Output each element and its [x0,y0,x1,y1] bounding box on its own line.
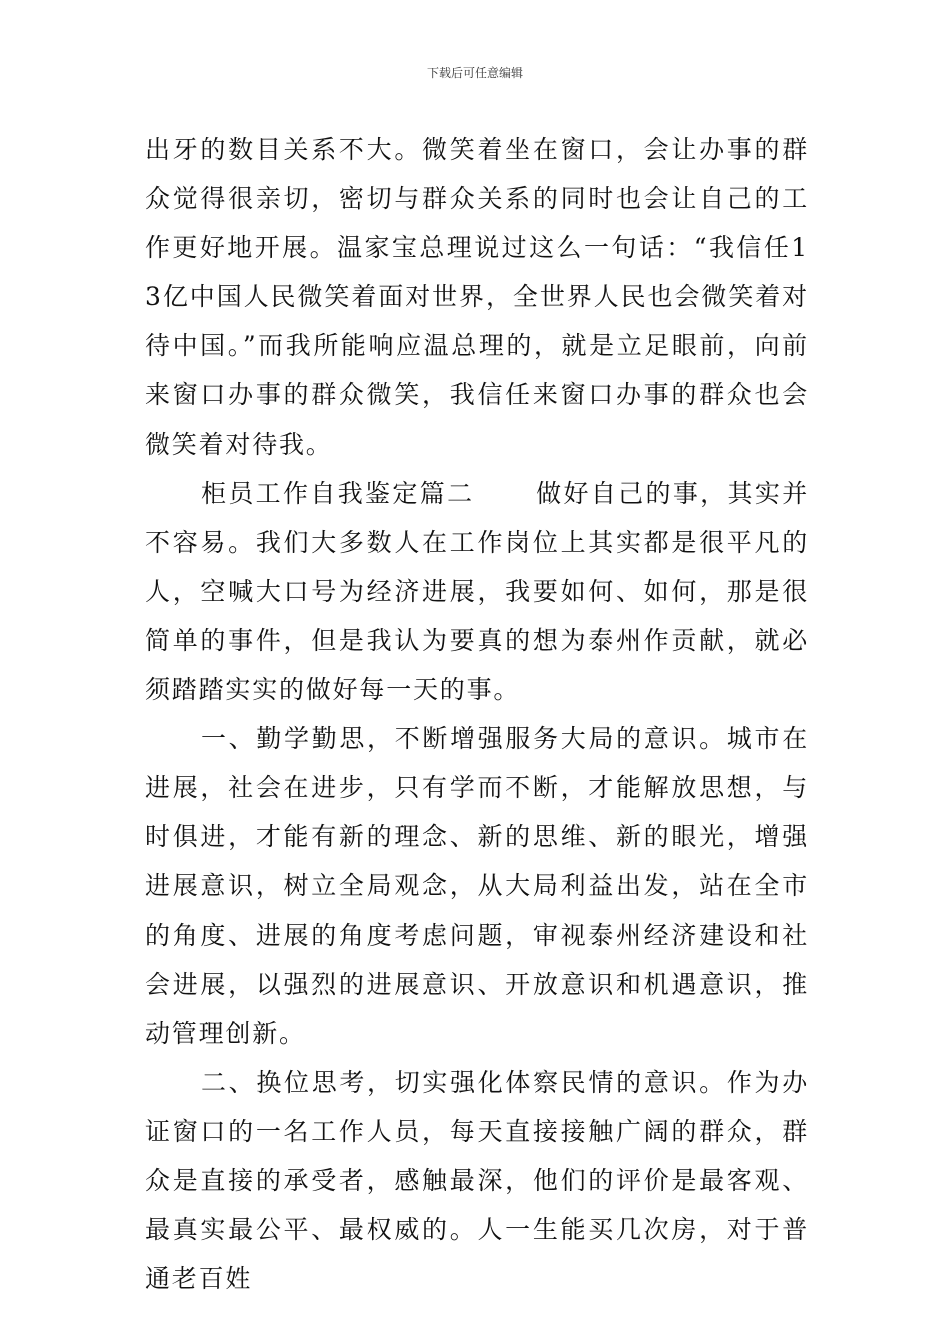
paragraph-point-one: 一、勤学勤思，不断增强服务大局的意识。城市在进展，社会在进步，只有学而不断，才能解放思想，与时俱进，才能有新的理念、新的思维、新的眼光，增强进展意识，树立全局观念，从大局利益出发，站在全市的角度、进展的角度考虑问题，审视泰州经济建设和社会进展，以强烈的进展意识、开放意识和机遇意识，推动管理创新。 [145,724,809,1048]
paragraph-section-two: 柜员工作自我鉴定篇二 做好自己的事，其实并不容易。我们大多数人在工作岗位上其实都是很平凡的人，空喊大口号为经济进展，我要如何、如何，那是很简单的事件，但是我认为要真的想为泰州作贡献，就必须踏踏实实的做好每一天的事。 [145,478,809,705]
document-body [145,125,809,1303]
paragraph-point-two: 二、换位思考，切实强化体察民情的意识。作为办证窗口的一名工作人员，每天直接接触广阔的群众，群众是直接的承受者，感触最深，他们的评价是最客观、最真实最公平、最权威的。人一生能买几次房，对于普通老百姓 [145,1067,809,1294]
paragraph-continued: 出牙的数目关系不大。微笑着坐在窗口，会让办事的群众觉得很亲切，密切与群众关系的同时也会让自己的工作更好地开展。温家宝总理说过这么一句话：“我信任13亿中国人民微笑着面对世界，全世界人民也会微笑着对待中国。”而我所能响应温总理的，就是立足眼前，向前来窗口办事的群众微笑，我信任来窗口办事的群众也会微笑着对待我。 [145,135,809,459]
page-header: 下载后可任意编辑 [426,66,523,80]
